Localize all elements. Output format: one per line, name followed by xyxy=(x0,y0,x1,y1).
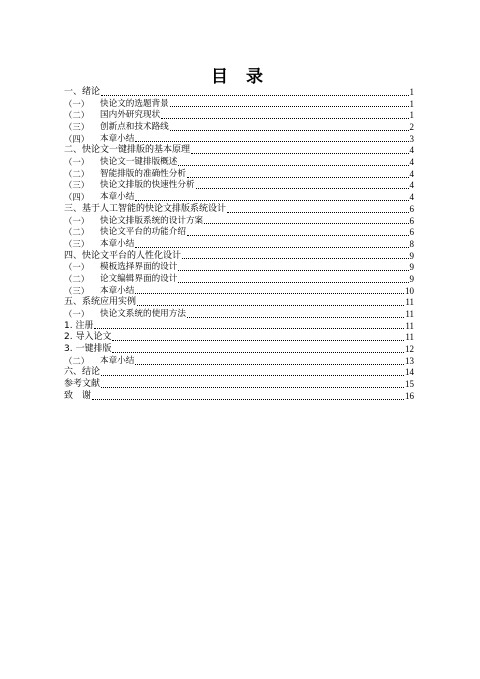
toc-entry-page-number: 10 xyxy=(405,285,414,296)
toc-entry-label: 本章小结 xyxy=(100,133,135,144)
toc-entry-number: （一） xyxy=(64,262,90,273)
dot-leader xyxy=(170,130,409,131)
toc-entry-page-number: 14 xyxy=(405,367,414,378)
toc-entry-page-number: 4 xyxy=(409,168,414,179)
toc-entry-label: 本章小结 xyxy=(100,355,135,366)
toc-entry[interactable] xyxy=(64,251,414,263)
toc-entry[interactable] xyxy=(64,239,414,251)
toc-entry-page-number: 11 xyxy=(405,297,414,308)
toc-entry[interactable] xyxy=(64,344,414,356)
toc-entry-number: （一） xyxy=(64,215,90,226)
dot-leader xyxy=(196,188,409,189)
toc-entry-page-number: 1 xyxy=(409,110,414,121)
dot-leader xyxy=(101,95,408,96)
toc-entry-page-number: 6 xyxy=(409,227,414,238)
toc-entry-label: 六、结论 xyxy=(64,367,101,378)
toc-entry[interactable] xyxy=(64,391,414,403)
dot-leader xyxy=(191,153,408,154)
dot-leader xyxy=(178,165,408,166)
toc-entry-page-number: 9 xyxy=(409,273,414,284)
toc-entry-page-number: 11 xyxy=(405,320,414,331)
dot-leader xyxy=(170,106,409,107)
toc-entry-number: （二） xyxy=(64,355,90,366)
toc-entry-page-number: 3 xyxy=(409,133,414,144)
toc-entry-label: 快论文一键排版概述 xyxy=(100,157,178,168)
toc-entry-number: （三） xyxy=(64,180,90,191)
dot-leader xyxy=(112,352,404,353)
dot-leader xyxy=(187,177,409,178)
page-title: 目 录 xyxy=(211,67,269,87)
table-of-contents xyxy=(64,87,414,403)
toc-entry[interactable] xyxy=(64,368,414,380)
dot-leader xyxy=(135,247,408,248)
dot-leader xyxy=(137,305,404,306)
toc-entry[interactable] xyxy=(64,192,414,204)
dot-leader xyxy=(101,375,404,376)
dot-leader xyxy=(135,364,404,365)
dot-leader xyxy=(135,293,404,294)
toc-entry-page-number: 6 xyxy=(409,215,414,226)
toc-entry[interactable] xyxy=(64,87,414,99)
toc-entry-page-number: 1 xyxy=(409,98,414,109)
toc-entry[interactable] xyxy=(64,274,414,286)
toc-entry-label: 2. 导入论文 xyxy=(64,332,112,343)
toc-entry-page-number: 1 xyxy=(409,86,414,97)
toc-entry-label: 本章小结 xyxy=(100,192,135,203)
toc-entry-page-number: 11 xyxy=(405,332,414,343)
toc-entry-number: （一） xyxy=(64,98,90,109)
toc-entry-page-number: 4 xyxy=(409,157,414,168)
toc-entry[interactable] xyxy=(64,99,414,111)
toc-entry-label: 快论文排版系统的设计方案 xyxy=(100,215,204,226)
toc-entry-page-number: 12 xyxy=(405,344,414,355)
toc-entry[interactable] xyxy=(64,216,414,228)
toc-entry[interactable] xyxy=(64,309,414,321)
toc-entry-number: （二） xyxy=(64,227,90,238)
toc-entry[interactable] xyxy=(64,134,414,146)
toc-entry-label: 快论文的选题背景 xyxy=(100,98,169,109)
dot-leader xyxy=(204,223,408,224)
toc-entry-number: （三） xyxy=(64,238,90,249)
toc-entry[interactable] xyxy=(64,297,414,309)
toc-entry-number: （三） xyxy=(64,122,90,133)
toc-entry-page-number: 9 xyxy=(409,250,414,261)
toc-entry-label: 二、快论文一键排版的基本原理 xyxy=(64,145,191,156)
toc-entry-label: 参考文献 xyxy=(64,379,101,390)
toc-entry-page-number: 8 xyxy=(409,238,414,249)
toc-entry[interactable] xyxy=(64,110,414,122)
toc-entry-label: 三、基于人工智能的快论文排版系统设计 xyxy=(64,203,227,214)
toc-entry[interactable] xyxy=(64,321,414,333)
dot-leader xyxy=(227,212,408,213)
toc-entry-page-number: 15 xyxy=(405,379,414,390)
toc-entry[interactable] xyxy=(64,169,414,181)
toc-entry-page-number: 4 xyxy=(409,192,414,203)
toc-entry[interactable] xyxy=(64,379,414,391)
toc-entry-label: 快论文排版的快速性分析 xyxy=(100,180,195,191)
toc-entry-label: 快论文平台的功能介绍 xyxy=(100,227,186,238)
toc-entry[interactable] xyxy=(64,204,414,216)
toc-entry[interactable] xyxy=(64,356,414,368)
toc-entry-label: 智能排版的准确性分析 xyxy=(100,168,186,179)
dot-leader xyxy=(161,118,408,119)
toc-entry-page-number: 6 xyxy=(409,203,414,214)
dot-leader xyxy=(94,328,404,329)
toc-entry-label: 本章小结 xyxy=(100,285,135,296)
toc-entry-page-number: 13 xyxy=(405,355,414,366)
dot-leader xyxy=(92,399,404,400)
dot-leader xyxy=(112,340,404,341)
toc-entry-number: （四） xyxy=(64,192,90,203)
toc-entry-label: 本章小结 xyxy=(100,238,135,249)
toc-entry-page-number: 2 xyxy=(409,122,414,133)
toc-entry-page-number: 4 xyxy=(409,180,414,191)
dot-leader xyxy=(187,235,409,236)
toc-entry-number: （三） xyxy=(64,285,90,296)
toc-entry[interactable] xyxy=(64,286,414,298)
toc-entry[interactable] xyxy=(64,262,414,274)
toc-entry[interactable] xyxy=(64,145,414,157)
toc-entry-label: 五、系统应用实例 xyxy=(64,297,137,308)
toc-entry-label: 致 谢 xyxy=(64,390,92,401)
dot-leader xyxy=(187,317,404,318)
toc-entry-label: 论文编辑界面的设计 xyxy=(100,273,178,284)
toc-entry-number: （二） xyxy=(64,273,90,284)
toc-entry-label: 1. 注册 xyxy=(64,320,94,331)
dot-leader xyxy=(135,141,408,142)
toc-entry-page-number: 4 xyxy=(409,145,414,156)
toc-entry-number: （一） xyxy=(64,157,90,168)
toc-entry[interactable] xyxy=(64,332,414,344)
toc-entry[interactable] xyxy=(64,122,414,134)
dot-leader xyxy=(101,387,404,388)
toc-entry-label: 一、绪论 xyxy=(64,86,101,97)
dot-leader xyxy=(178,282,408,283)
toc-entry-page-number: 11 xyxy=(405,309,414,320)
dot-leader xyxy=(178,270,408,271)
toc-entry-number: （二） xyxy=(64,168,90,179)
dot-leader xyxy=(182,258,408,259)
toc-entry[interactable] xyxy=(64,227,414,239)
toc-entry-label: 模板选择界面的设计 xyxy=(100,262,178,273)
toc-entry-page-number: 9 xyxy=(409,262,414,273)
toc-entry-page-number: 16 xyxy=(405,390,414,401)
toc-entry-number: （二） xyxy=(64,110,90,121)
toc-entry-label: 快论文系统的使用方法 xyxy=(100,309,186,320)
toc-entry-label: 创新点和技术路线 xyxy=(100,122,169,133)
toc-entry-number: （一） xyxy=(64,309,90,320)
toc-entry-label: 国内外研究现状 xyxy=(100,110,161,121)
toc-entry[interactable] xyxy=(64,157,414,169)
toc-entry-number: （四） xyxy=(64,133,90,144)
toc-entry-label: 四、快论文平台的人性化设计 xyxy=(64,250,182,261)
toc-entry-label: 3. 一键排版 xyxy=(64,344,112,355)
dot-leader xyxy=(135,200,408,201)
toc-entry[interactable] xyxy=(64,181,414,193)
